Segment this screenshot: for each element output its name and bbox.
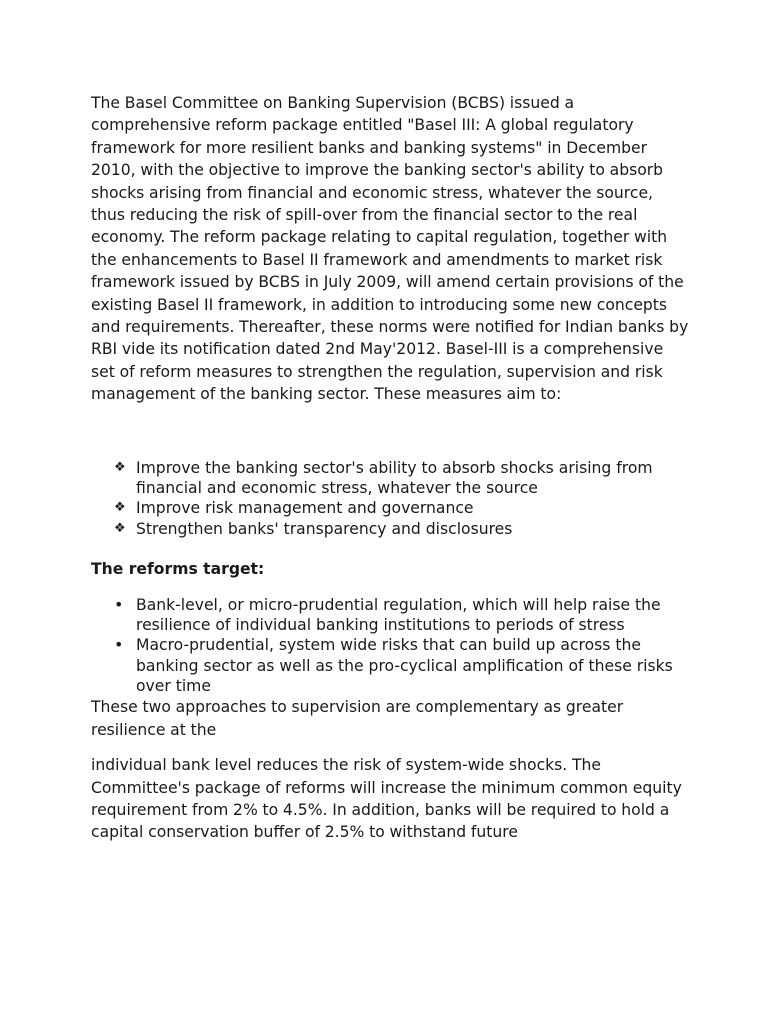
diamond-bullet-icon: ❖ [114,520,126,536]
dot-bullet-icon: • [114,635,124,655]
dot-bullet-icon: • [114,594,124,614]
list-item-text: Macro-prudential, system wide risks that can build up across the banking sector as well as the pro-cyclical amplification of these risks over time [136,636,673,696]
list-item [91,635,691,696]
reforms-heading: The reforms target: [91,559,265,578]
list-item [91,498,691,518]
list-item-text: Strengthen banks' transparency and disclosures [136,519,513,538]
approaches-paragraph: These two approaches to supervision are complementary as greater resilience at the [91,698,624,739]
list-item-text: Bank-level, or micro-prudential regulation, which will help raise the resilience of individual banking institutions to periods of stress [136,595,661,635]
continuation-paragraph: individual bank level reduces the risk of system-wide shocks. The Committee's package of reforms will increase the minimum common equity requirement from 2% to 4.5%. In addition, banks will be required to hold a capital conservation buffer of 2.5% to withstand future [91,756,682,842]
aims-list [91,458,691,539]
list-item [91,458,691,499]
document-page [91,92,691,844]
list-item [91,595,691,636]
intro-paragraph: The Basel Committee on Banking Supervision (BCBS) issued a comprehensive reform package entitled "Basel III: A global regulatory framework for more resilient banks and banking systems" in December 2010, with the objective to improve the banking sector's ability to absorb shocks arising from financial and economic stress, whatever the source, thus reducing the risk of spill-over from the financial sector to the real economy. The reform package relating to capital regulation, together with the enhancements to Basel II framework and amendments to market risk framework issued by BCBS in July 2009, will amend certain provisions of the existing Basel II framework, in addition to introducing some new concepts and requirements. Thereafter, these norms were notified for Indian banks by RBI vide its notification dated 2nd May'2012. Basel-III is a comprehensive set of reform measures to strengthen the regulation, supervision and risk management of the banking sector. These measures aim to: [91,94,689,404]
list-item [91,519,691,539]
list-item-text: Improve risk management and governance [136,499,474,518]
diamond-bullet-icon: ❖ [114,500,126,516]
targets-list [91,595,691,696]
diamond-bullet-icon: ❖ [114,459,126,475]
list-item-text: Improve the banking sector's ability to absorb shocks arising from financial and economic stress, whatever the source [136,458,653,497]
